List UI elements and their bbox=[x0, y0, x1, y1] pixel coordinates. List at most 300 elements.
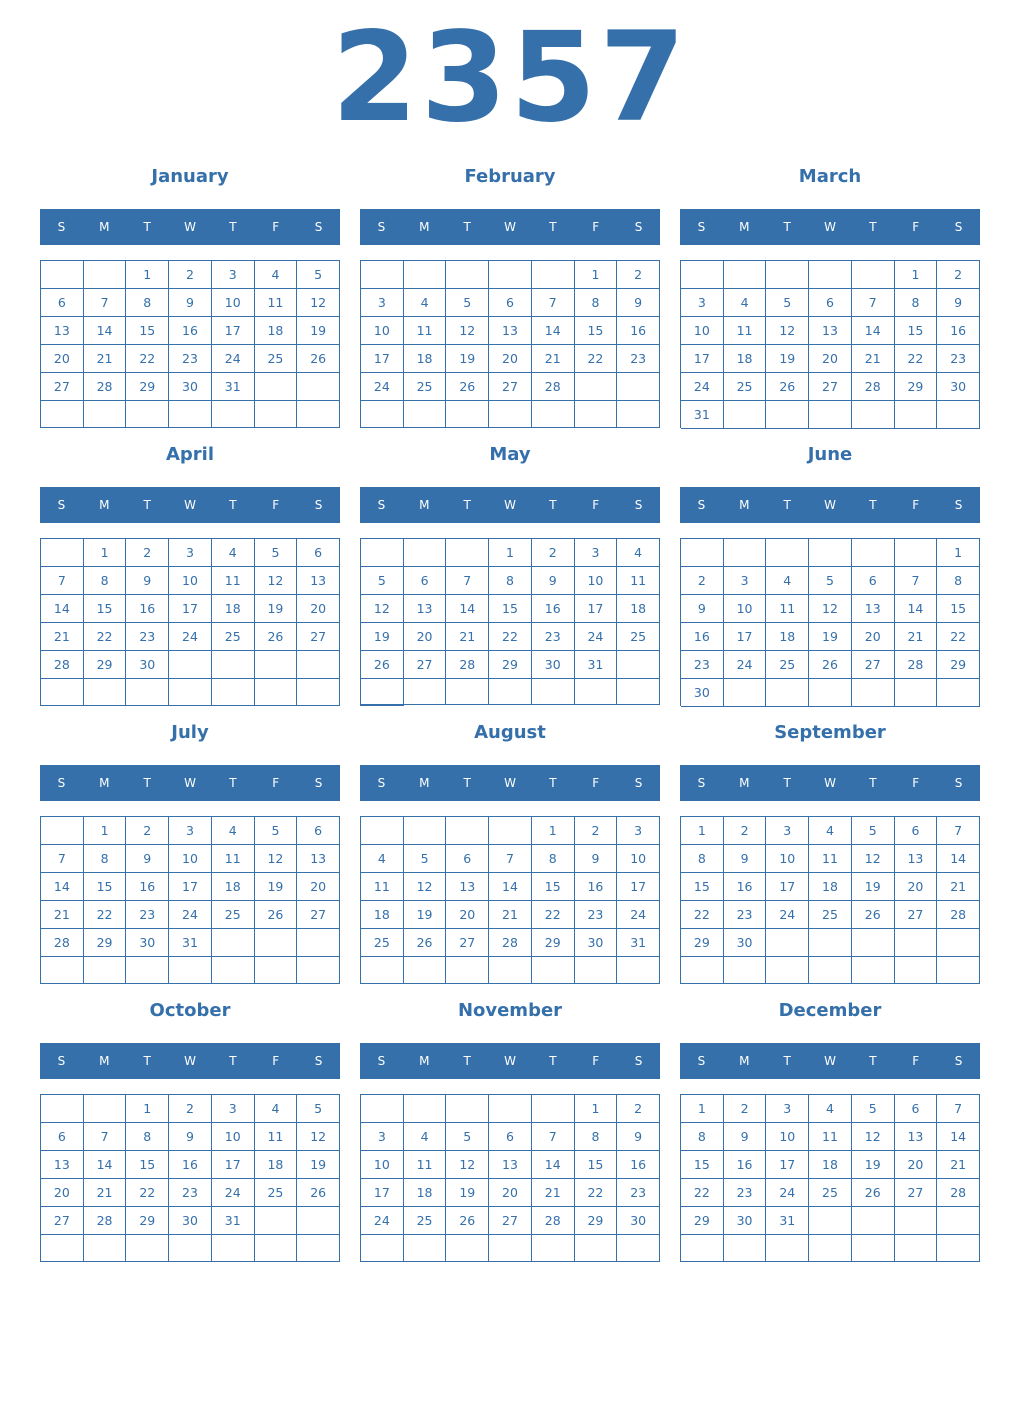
day-cell: 29 bbox=[575, 1207, 618, 1235]
day-cell: 4 bbox=[724, 289, 767, 317]
day-cell bbox=[446, 261, 489, 289]
day-cell: 20 bbox=[41, 345, 84, 373]
weekday-label: M bbox=[419, 220, 430, 234]
day-cell: 14 bbox=[937, 1123, 980, 1151]
day-cell bbox=[41, 261, 84, 289]
day-cell: 13 bbox=[895, 845, 938, 873]
day-cell bbox=[617, 1235, 660, 1262]
day-cell: 14 bbox=[852, 317, 895, 345]
day-cell bbox=[852, 929, 895, 957]
day-cell bbox=[532, 679, 575, 705]
day-cell: 4 bbox=[404, 289, 447, 317]
weekday-label: S bbox=[377, 776, 386, 790]
day-cell: 21 bbox=[41, 901, 84, 929]
day-cell bbox=[41, 401, 84, 428]
day-cell: 18 bbox=[404, 1179, 447, 1207]
day-cell: 20 bbox=[297, 873, 340, 901]
weekday-label: T bbox=[783, 776, 791, 790]
day-cell bbox=[297, 373, 340, 401]
day-cell bbox=[446, 401, 489, 428]
day-cell bbox=[724, 401, 767, 429]
day-cell: 15 bbox=[532, 873, 575, 901]
weekday-label: T bbox=[869, 776, 877, 790]
day-cell bbox=[724, 679, 767, 707]
day-cell: 4 bbox=[404, 1123, 447, 1151]
day-cell bbox=[489, 957, 532, 984]
day-cell: 31 bbox=[575, 651, 618, 679]
day-cell: 1 bbox=[895, 261, 938, 289]
day-cell: 21 bbox=[937, 873, 980, 901]
day-cell: 17 bbox=[724, 623, 767, 651]
day-cell: 28 bbox=[41, 929, 84, 957]
day-cell: 4 bbox=[361, 845, 404, 873]
weekday-label: F bbox=[272, 776, 280, 790]
day-cell: 4 bbox=[809, 1095, 852, 1123]
weekday-label: W bbox=[504, 776, 516, 790]
day-cell bbox=[617, 373, 660, 401]
weekday-label: S bbox=[954, 776, 963, 790]
weekday-label: T bbox=[229, 776, 237, 790]
day-cell: 25 bbox=[617, 623, 660, 651]
day-cell bbox=[41, 539, 84, 567]
day-cell: 27 bbox=[895, 1179, 938, 1207]
weekday-label: T bbox=[463, 1054, 471, 1068]
day-cell: 12 bbox=[404, 873, 447, 901]
day-cell: 23 bbox=[617, 1179, 660, 1207]
day-cell: 22 bbox=[84, 901, 127, 929]
day-cell: 5 bbox=[297, 1095, 340, 1123]
day-cell bbox=[404, 1235, 447, 1262]
weekday-label: T bbox=[463, 776, 471, 790]
day-cell: 18 bbox=[766, 623, 809, 651]
day-cell: 15 bbox=[84, 873, 127, 901]
day-cell: 6 bbox=[297, 539, 340, 567]
weekday-label: S bbox=[634, 498, 643, 512]
day-cell bbox=[532, 1235, 575, 1262]
day-cell: 27 bbox=[895, 901, 938, 929]
day-cell: 10 bbox=[575, 567, 618, 595]
day-cell: 10 bbox=[361, 317, 404, 345]
weekday-label: F bbox=[592, 498, 600, 512]
day-cell: 3 bbox=[575, 539, 618, 567]
weekday-label: M bbox=[99, 220, 110, 234]
day-cell bbox=[212, 957, 255, 984]
day-cell: 28 bbox=[532, 1207, 575, 1235]
day-cell: 30 bbox=[169, 373, 212, 401]
day-cell bbox=[681, 957, 724, 984]
day-cell: 6 bbox=[895, 1095, 938, 1123]
weekday-label: M bbox=[739, 220, 750, 234]
day-cell: 21 bbox=[41, 623, 84, 651]
day-cell: 1 bbox=[126, 261, 169, 289]
day-cell: 28 bbox=[84, 373, 127, 401]
weekday-label: M bbox=[419, 776, 430, 790]
day-cell bbox=[126, 957, 169, 984]
day-cell bbox=[212, 679, 255, 706]
day-cell bbox=[852, 1207, 895, 1235]
day-cell: 21 bbox=[532, 1179, 575, 1207]
weekday-label: M bbox=[739, 1054, 750, 1068]
day-cell bbox=[41, 817, 84, 845]
weekday-header bbox=[360, 1043, 660, 1079]
day-cell bbox=[297, 401, 340, 428]
weekday-header bbox=[40, 1043, 340, 1079]
day-cell: 10 bbox=[617, 845, 660, 873]
day-cell: 3 bbox=[169, 539, 212, 567]
day-cell: 16 bbox=[169, 317, 212, 345]
day-cell: 4 bbox=[809, 817, 852, 845]
day-cell: 26 bbox=[404, 929, 447, 957]
day-cell: 21 bbox=[895, 623, 938, 651]
day-cell: 25 bbox=[212, 901, 255, 929]
day-cell: 9 bbox=[575, 845, 618, 873]
day-cell bbox=[575, 1235, 618, 1262]
day-cell bbox=[937, 1207, 980, 1235]
day-cell: 28 bbox=[489, 929, 532, 957]
month-title: November bbox=[457, 1000, 563, 1021]
day-cell: 6 bbox=[404, 567, 447, 595]
day-cell: 18 bbox=[809, 873, 852, 901]
day-cell: 13 bbox=[297, 567, 340, 595]
day-cell: 30 bbox=[724, 1207, 767, 1235]
day-cell bbox=[766, 957, 809, 984]
day-cell: 20 bbox=[895, 873, 938, 901]
day-cell: 31 bbox=[169, 929, 212, 957]
day-cell: 19 bbox=[809, 623, 852, 651]
day-cell: 13 bbox=[852, 595, 895, 623]
day-cell: 17 bbox=[575, 595, 618, 623]
day-cell bbox=[489, 1235, 532, 1262]
day-cell: 15 bbox=[681, 1151, 724, 1179]
day-cell bbox=[361, 957, 404, 984]
day-cell: 9 bbox=[724, 1123, 767, 1151]
weekday-label: T bbox=[783, 220, 791, 234]
day-cell: 2 bbox=[126, 817, 169, 845]
weekday-label: S bbox=[377, 498, 386, 512]
day-cell: 11 bbox=[255, 289, 298, 317]
day-cell: 30 bbox=[575, 929, 618, 957]
day-cell: 28 bbox=[852, 373, 895, 401]
day-cell: 24 bbox=[212, 345, 255, 373]
day-cell: 7 bbox=[937, 817, 980, 845]
day-cell: 28 bbox=[446, 651, 489, 679]
day-cell: 30 bbox=[126, 651, 169, 679]
weekday-label: F bbox=[272, 498, 280, 512]
day-cell: 11 bbox=[809, 845, 852, 873]
day-cell: 7 bbox=[41, 567, 84, 595]
day-cell: 12 bbox=[255, 567, 298, 595]
day-cell bbox=[126, 679, 169, 706]
day-cell: 15 bbox=[489, 595, 532, 623]
day-cell: 31 bbox=[212, 373, 255, 401]
day-cell: 20 bbox=[852, 623, 895, 651]
day-cell bbox=[41, 1235, 84, 1262]
day-cell: 5 bbox=[852, 1095, 895, 1123]
day-cell: 26 bbox=[809, 651, 852, 679]
day-cell: 11 bbox=[809, 1123, 852, 1151]
day-cell bbox=[681, 1235, 724, 1262]
day-cell: 8 bbox=[575, 289, 618, 317]
day-cell bbox=[404, 817, 447, 845]
day-cell bbox=[212, 651, 255, 679]
weekday-label: W bbox=[184, 1054, 196, 1068]
day-cell: 14 bbox=[489, 873, 532, 901]
day-cell bbox=[724, 539, 767, 567]
day-cell: 7 bbox=[532, 289, 575, 317]
day-cell: 29 bbox=[126, 1207, 169, 1235]
weekday-header bbox=[360, 487, 660, 523]
day-cell: 14 bbox=[532, 317, 575, 345]
day-cell: 15 bbox=[126, 1151, 169, 1179]
day-cell bbox=[617, 651, 660, 679]
month-title: June bbox=[807, 444, 853, 465]
day-cell: 22 bbox=[126, 345, 169, 373]
day-cell: 11 bbox=[724, 317, 767, 345]
day-cell: 15 bbox=[575, 317, 618, 345]
weekday-label: M bbox=[419, 498, 430, 512]
year-title: 2357 bbox=[331, 6, 689, 150]
day-cell: 23 bbox=[169, 345, 212, 373]
weekday-label: S bbox=[314, 498, 323, 512]
day-cell: 28 bbox=[937, 1179, 980, 1207]
day-grid bbox=[360, 1094, 660, 1262]
day-cell bbox=[169, 651, 212, 679]
weekday-label: W bbox=[504, 498, 516, 512]
day-cell bbox=[361, 401, 404, 428]
weekday-label: W bbox=[824, 1054, 836, 1068]
day-cell: 11 bbox=[212, 567, 255, 595]
day-cell: 24 bbox=[169, 901, 212, 929]
day-cell bbox=[404, 539, 447, 567]
day-cell: 27 bbox=[446, 929, 489, 957]
day-cell: 19 bbox=[255, 873, 298, 901]
day-cell: 18 bbox=[212, 595, 255, 623]
day-cell bbox=[809, 1235, 852, 1262]
day-cell: 17 bbox=[212, 317, 255, 345]
weekday-label: S bbox=[954, 220, 963, 234]
day-cell: 16 bbox=[617, 317, 660, 345]
day-cell bbox=[84, 1095, 127, 1123]
day-cell: 25 bbox=[766, 651, 809, 679]
weekday-label: M bbox=[739, 498, 750, 512]
day-cell: 29 bbox=[937, 651, 980, 679]
weekday-label: W bbox=[184, 220, 196, 234]
weekday-header bbox=[360, 765, 660, 801]
weekday-label: T bbox=[143, 498, 151, 512]
day-cell bbox=[724, 957, 767, 984]
day-cell: 8 bbox=[681, 1123, 724, 1151]
day-cell: 3 bbox=[617, 817, 660, 845]
weekday-label: T bbox=[869, 1054, 877, 1068]
day-cell bbox=[297, 957, 340, 984]
day-cell: 24 bbox=[361, 1207, 404, 1235]
day-cell: 8 bbox=[532, 845, 575, 873]
day-cell bbox=[852, 1235, 895, 1262]
weekday-label: T bbox=[229, 498, 237, 512]
day-cell bbox=[297, 679, 340, 706]
weekday-label: S bbox=[697, 220, 706, 234]
weekday-label: T bbox=[229, 220, 237, 234]
day-cell: 9 bbox=[617, 289, 660, 317]
day-cell: 27 bbox=[41, 373, 84, 401]
day-cell: 27 bbox=[297, 901, 340, 929]
day-cell bbox=[404, 957, 447, 984]
day-cell: 9 bbox=[126, 845, 169, 873]
day-cell: 28 bbox=[895, 651, 938, 679]
day-cell: 18 bbox=[255, 1151, 298, 1179]
day-cell: 5 bbox=[446, 1123, 489, 1151]
weekday-label: T bbox=[143, 776, 151, 790]
day-cell: 4 bbox=[212, 539, 255, 567]
day-cell: 26 bbox=[361, 651, 404, 679]
day-cell bbox=[255, 929, 298, 957]
weekday-label: T bbox=[783, 498, 791, 512]
day-cell: 7 bbox=[84, 1123, 127, 1151]
day-cell: 25 bbox=[404, 1207, 447, 1235]
day-cell: 3 bbox=[766, 817, 809, 845]
day-cell: 19 bbox=[255, 595, 298, 623]
day-cell: 8 bbox=[126, 289, 169, 317]
day-cell: 6 bbox=[809, 289, 852, 317]
weekday-label: T bbox=[549, 498, 557, 512]
day-cell: 22 bbox=[532, 901, 575, 929]
day-cell bbox=[937, 1235, 980, 1262]
day-cell: 24 bbox=[212, 1179, 255, 1207]
day-cell bbox=[575, 373, 618, 401]
day-cell: 6 bbox=[446, 845, 489, 873]
day-cell: 24 bbox=[724, 651, 767, 679]
day-cell: 9 bbox=[126, 567, 169, 595]
weekday-label: T bbox=[783, 1054, 791, 1068]
day-grid bbox=[40, 816, 340, 984]
day-cell: 27 bbox=[404, 651, 447, 679]
day-cell bbox=[532, 1095, 575, 1123]
day-cell bbox=[766, 679, 809, 707]
day-cell: 25 bbox=[361, 929, 404, 957]
day-cell: 29 bbox=[681, 929, 724, 957]
day-cell bbox=[575, 401, 618, 428]
day-cell: 2 bbox=[724, 817, 767, 845]
day-cell: 10 bbox=[212, 1123, 255, 1151]
day-cell: 1 bbox=[489, 539, 532, 567]
day-cell: 24 bbox=[361, 373, 404, 401]
weekday-label: M bbox=[739, 776, 750, 790]
day-cell: 5 bbox=[404, 845, 447, 873]
day-grid bbox=[40, 1094, 340, 1262]
day-cell: 12 bbox=[766, 317, 809, 345]
weekday-label: F bbox=[912, 498, 920, 512]
weekday-header bbox=[40, 209, 340, 245]
day-cell: 5 bbox=[446, 289, 489, 317]
day-cell bbox=[766, 401, 809, 429]
day-cell: 16 bbox=[532, 595, 575, 623]
day-cell: 8 bbox=[681, 845, 724, 873]
day-cell bbox=[41, 1095, 84, 1123]
day-cell: 5 bbox=[361, 567, 404, 595]
day-cell: 15 bbox=[895, 317, 938, 345]
day-cell bbox=[895, 679, 938, 707]
day-cell: 3 bbox=[169, 817, 212, 845]
day-cell: 12 bbox=[297, 1123, 340, 1151]
weekday-label: S bbox=[954, 1054, 963, 1068]
day-cell: 29 bbox=[126, 373, 169, 401]
day-cell: 18 bbox=[617, 595, 660, 623]
day-cell bbox=[895, 929, 938, 957]
day-cell: 13 bbox=[489, 1151, 532, 1179]
day-cell: 7 bbox=[84, 289, 127, 317]
day-cell: 29 bbox=[895, 373, 938, 401]
day-cell: 11 bbox=[255, 1123, 298, 1151]
day-cell: 22 bbox=[575, 1179, 618, 1207]
day-cell bbox=[297, 651, 340, 679]
day-cell: 2 bbox=[169, 261, 212, 289]
day-cell: 16 bbox=[617, 1151, 660, 1179]
day-cell: 29 bbox=[532, 929, 575, 957]
day-cell: 26 bbox=[255, 901, 298, 929]
day-cell: 5 bbox=[852, 817, 895, 845]
day-cell: 9 bbox=[617, 1123, 660, 1151]
day-cell: 28 bbox=[532, 373, 575, 401]
day-cell: 17 bbox=[361, 345, 404, 373]
day-cell bbox=[255, 957, 298, 984]
month-title: April bbox=[165, 444, 215, 465]
day-cell bbox=[446, 817, 489, 845]
day-cell: 22 bbox=[84, 623, 127, 651]
day-cell: 13 bbox=[297, 845, 340, 873]
weekday-label: T bbox=[549, 1054, 557, 1068]
weekday-label: M bbox=[99, 498, 110, 512]
day-cell bbox=[724, 1235, 767, 1262]
weekday-label: T bbox=[229, 1054, 237, 1068]
day-cell bbox=[852, 679, 895, 707]
day-cell: 18 bbox=[809, 1151, 852, 1179]
day-cell: 9 bbox=[532, 567, 575, 595]
weekday-label: F bbox=[272, 220, 280, 234]
weekday-label: S bbox=[57, 1054, 66, 1068]
day-cell: 7 bbox=[446, 567, 489, 595]
day-cell: 21 bbox=[852, 345, 895, 373]
day-cell: 12 bbox=[297, 289, 340, 317]
weekday-label: W bbox=[184, 776, 196, 790]
day-cell: 2 bbox=[575, 817, 618, 845]
day-cell bbox=[361, 539, 404, 567]
day-cell: 15 bbox=[84, 595, 127, 623]
day-cell: 6 bbox=[895, 817, 938, 845]
day-cell bbox=[297, 1235, 340, 1262]
day-cell: 31 bbox=[212, 1207, 255, 1235]
day-cell: 13 bbox=[809, 317, 852, 345]
day-cell bbox=[297, 929, 340, 957]
day-cell: 3 bbox=[212, 261, 255, 289]
weekday-label: T bbox=[143, 1054, 151, 1068]
day-cell: 19 bbox=[297, 317, 340, 345]
month-title: September bbox=[774, 722, 886, 743]
weekday-label: W bbox=[824, 776, 836, 790]
weekday-label: S bbox=[634, 220, 643, 234]
day-cell bbox=[361, 261, 404, 289]
day-cell bbox=[212, 929, 255, 957]
day-cell bbox=[766, 1235, 809, 1262]
day-cell: 6 bbox=[852, 567, 895, 595]
day-cell: 28 bbox=[84, 1207, 127, 1235]
day-cell bbox=[446, 1235, 489, 1262]
day-cell: 20 bbox=[489, 1179, 532, 1207]
day-cell: 1 bbox=[126, 1095, 169, 1123]
day-cell: 21 bbox=[446, 623, 489, 651]
day-cell bbox=[809, 539, 852, 567]
day-cell: 11 bbox=[617, 567, 660, 595]
day-cell: 9 bbox=[681, 595, 724, 623]
